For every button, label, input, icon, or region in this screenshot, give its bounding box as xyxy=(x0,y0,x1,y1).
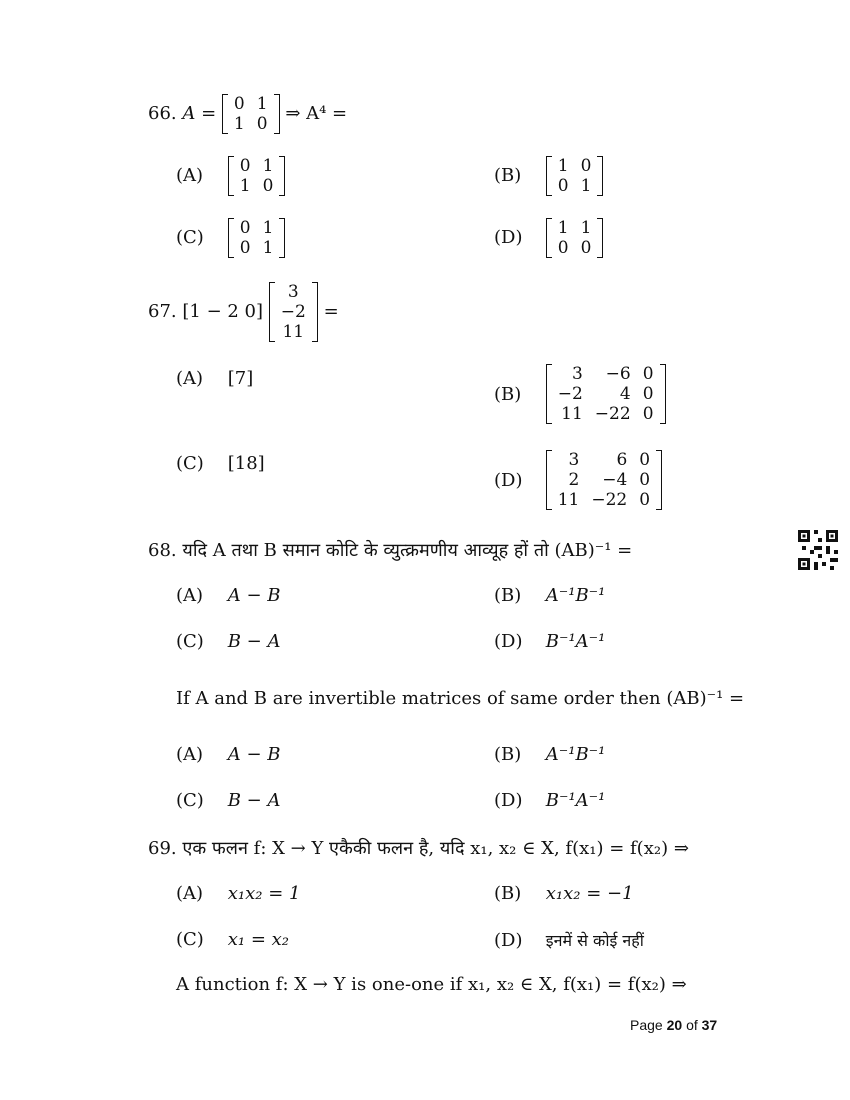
question-69 xyxy=(148,836,689,860)
current-page: 20 xyxy=(666,1017,683,1033)
row-vector: [1 − 2 0] xyxy=(182,301,264,322)
option-68b-en[interactable]: (B) A⁻¹B⁻¹ xyxy=(494,744,606,765)
option-matrix: 1 1 0 0 xyxy=(546,218,604,258)
option-68d-en[interactable]: (D) B⁻¹A⁻¹ xyxy=(494,790,606,811)
option-matrix: 0 1 1 0 xyxy=(228,156,286,196)
page-footer: Page 20 of 37 xyxy=(630,1017,718,1033)
option-69c[interactable]: (C) x₁ = x₂ xyxy=(176,929,289,950)
option-66b[interactable]: (B) 1 0 0 1 xyxy=(494,156,603,196)
qr-code-icon xyxy=(798,530,838,575)
question-number: 69. xyxy=(148,838,177,859)
hindi-stem: यदि A तथा B समान कोटि के व्युत्क्रमणीय आव्यूह हों तो (AB)⁻¹ = xyxy=(182,540,633,561)
option-68c-hi[interactable]: (C) B − A xyxy=(176,631,281,652)
english-stem-68: If A and B are invertible matrices of same order then (AB)⁻¹ = xyxy=(176,688,745,709)
option-68d-hi[interactable]: (D) B⁻¹A⁻¹ xyxy=(494,631,606,652)
option-66c[interactable]: (C) 0 1 0 1 xyxy=(176,218,285,258)
option-67a[interactable]: (A) [7] xyxy=(176,368,254,389)
option-matrix: 3 −6 0 −2 4 0 11 −22 0 xyxy=(546,364,666,424)
column-vector: 3 −2 11 xyxy=(269,282,318,342)
question-number: 66. xyxy=(148,103,177,124)
option-67d[interactable]: (D) 3 6 0 2 −4 0 11 −22 0 xyxy=(494,450,662,510)
matrix: 0 1 1 0 xyxy=(222,94,280,134)
total-pages: 37 xyxy=(701,1017,718,1033)
option-68a-en[interactable]: (A) A − B xyxy=(176,744,281,765)
hindi-stem: एक फलन f: X → Y एकैकी फलन है, यदि x₁, x₂ ∈ X, f(x₁) = f(x₂) ⇒ xyxy=(182,838,689,859)
option-66a[interactable]: (A) 0 1 1 0 xyxy=(176,156,285,196)
option-69d[interactable]: (D) इनमें से कोई नहीं xyxy=(494,930,644,951)
option-matrix: 1 0 0 1 xyxy=(546,156,604,196)
stem-suffix: ⇒ A⁴ = xyxy=(285,103,348,124)
option-matrix: 3 6 0 2 −4 0 11 −22 0 xyxy=(546,450,662,510)
question-number: 68. xyxy=(148,540,177,561)
question-number: 67. xyxy=(148,301,177,322)
option-69a[interactable]: (A) x₁x₂ = 1 xyxy=(176,883,301,904)
question-66 xyxy=(148,94,347,134)
option-matrix: 0 1 0 1 xyxy=(228,218,286,258)
option-68b-hi[interactable]: (B) A⁻¹B⁻¹ xyxy=(494,585,606,606)
question-67: 67. [1 − 2 0] 3 −2 11 = xyxy=(148,282,339,342)
option-67c[interactable]: (C) [18] xyxy=(176,453,265,474)
stem-prefix: A = xyxy=(182,103,217,124)
option-69b[interactable]: (B) x₁x₂ = −1 xyxy=(494,883,634,904)
question-68 xyxy=(148,538,632,562)
english-stem-69: A function f: X → Y is one-one if x₁, x₂ ∈ X, f(x₁) = f(x₂) ⇒ xyxy=(176,974,687,995)
option-67b[interactable]: (B) 3 −6 0 −2 4 0 11 −22 0 xyxy=(494,364,666,424)
option-68c-en[interactable]: (C) B − A xyxy=(176,790,281,811)
option-68a-hi[interactable]: (A) A − B xyxy=(176,585,281,606)
option-66d[interactable]: (D) 1 1 0 0 xyxy=(494,218,603,258)
